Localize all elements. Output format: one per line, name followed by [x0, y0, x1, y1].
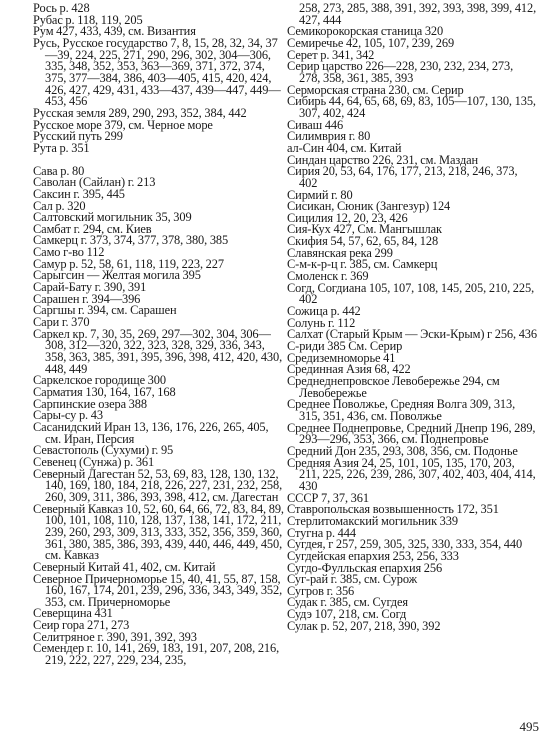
index-entry: Среднеднепровское Левобережье 294, см Левобережье: [287, 374, 500, 400]
index-entry: Силимврия г. 80: [287, 129, 371, 144]
index-entry: Сары-су р. 43: [33, 408, 103, 423]
index-entry: Судак г. 385, см. Сугдея: [287, 595, 409, 610]
index-entry: Само г-во 112: [33, 245, 105, 260]
index-entry: Саркелское городище 300: [33, 373, 166, 388]
index-entry: Серет р. 341, 342: [287, 47, 375, 62]
index-column-right: [287, 3, 537, 632]
index-entry: Сал р. 320: [33, 198, 86, 213]
index-entry: Сарматия 130, 164, 167, 168: [33, 385, 176, 399]
index-entry: Семикорокорская станица 320: [287, 24, 444, 39]
index-entry: Сиваш 446: [287, 117, 344, 132]
index-entry: Синдан царство 226, 231, см. Маздан: [287, 152, 479, 167]
index-entry: Суг-рай г. 385, см. Сурож: [287, 572, 418, 587]
index-entry: Северный Кавказ 10, 52, 60, 64, 66, 72, 83, 84, 89, 100, 101, 108, 110, 128, 137, 138, 141, 172, 211, 239, 260, 293, 309, 313, 333, 352, 356, 359, 360, 361, 380, 385, 386, 393, 439, 440, 446, 449, 450, см. Кавказ: [33, 501, 284, 563]
index-entry: Среднее Поднепровье, Средний Днепр 196, 289, 293—296, 353, 366, см. Поднепровье: [287, 420, 536, 447]
index-entry: СССР 7, 37, 361: [287, 490, 369, 505]
index-entry: Саволан (Сайлан) г. 213: [33, 175, 156, 190]
index-entry: Рум 427, 433, 439, см. Византия: [33, 24, 196, 39]
index-entry: Саркел кр. 7, 30, 35, 269, 297—302, 304, 306—308, 312—320, 322, 323, 328, 329, 336, 343, 358, 363, 385, 391, 395, 396, 398, 412, 420, 430, 448, 449: [33, 326, 283, 376]
index-entry: Средняя Азия 24, 25, 101, 105, 135, 170, 203, 211, 225, 226, 239, 286, 307, 402, 403, 404, 414, 430: [287, 455, 536, 493]
index-entry: Средиземноморье 41: [287, 350, 396, 365]
index-entry: Сарыгсин — Желтая могила 395: [33, 268, 201, 283]
index-entry: Согд, Согдиана 105, 107, 108, 145, 205, 210, 225, 402: [287, 280, 535, 307]
index-entry: Солунь г. 112: [287, 315, 356, 330]
index-entry: Сасанидский Иран 13, 136, 176, 226, 265, 405, см. Иран, Персия: [33, 419, 269, 446]
index-entry: Сия-Кух 427, См. Мангышлак: [287, 222, 442, 237]
index-entry: ал-Син 404, см. Китай: [287, 140, 402, 155]
index-entry: Русский путь 299: [33, 129, 123, 144]
index-entry: Сугров г. 356: [287, 583, 355, 598]
index-entry: Самкерц г. 373, 374, 377, 378, 380, 385: [33, 233, 229, 248]
index-entry: С-м-к-р-ц г. 385, см. Самкерц: [287, 257, 438, 272]
index-entry: Сицилия 12, 20, 23, 426: [287, 210, 408, 225]
index-entry: Сибирь 44, 64, 65, 68, 69, 83, 105—107, 130, 135, 307, 402, 424: [287, 94, 536, 120]
index-entry: Славянская река 299: [287, 245, 393, 260]
index-entry: Сирмий г. 80: [287, 187, 353, 202]
index-entry: Сожица р. 442: [287, 304, 361, 319]
index-entry: Салхат (Старый Крым — Эски-Крым) г 256, 436: [287, 327, 537, 342]
index-entry: Салтовский могильник 35, 309: [33, 210, 192, 225]
index-entry: Средний Дон 235, 293, 308, 356, см. Подонье: [287, 443, 518, 458]
index-entry: Русская земля 289, 290, 293, 352, 384, 442: [33, 105, 247, 120]
index-entry: Стерлитомакский могильник 339: [287, 513, 458, 528]
index-entry: Сугдея, г 257, 259, 305, 325, 330, 333, 354, 440: [287, 537, 523, 552]
index-entry: Севенец (Сунжа) р. 361: [33, 454, 155, 469]
index-entry: Севастополь (Сухуми) г. 95: [33, 443, 174, 458]
index-entry: Смоленск г. 369: [287, 269, 369, 284]
index-entry: Сулак р. 52, 207, 218, 390, 392: [287, 618, 441, 633]
index-entry: Среднее Поволжье, Средняя Волга 309, 313, 315, 351, 436, см. Поволжье: [287, 397, 516, 423]
index-entry: Судэ 107, 218, см. Согд: [287, 607, 407, 622]
index-entry: С-риди 385 См. Серир: [287, 339, 403, 354]
index-entry: Рубас р. 118, 119, 205: [33, 12, 143, 27]
index-entry: Стугна р. 444: [287, 525, 356, 540]
index-entry: Северный Дагестан 52, 53, 69, 83, 128, 130, 132, 140, 169, 180, 184, 218, 226, 227, 231, 232, 258, 260, 309, 311, 386, 393, 398, 412, см. Дагестан: [33, 466, 283, 504]
index-entry: Сугдо-Фулльская епархия 256: [287, 560, 443, 575]
index-entry: Рута р. 351: [33, 140, 90, 155]
index-entry: Сари г. 370: [33, 315, 90, 330]
index-entry: Ставропольская возвышенность 172, 351: [287, 502, 499, 517]
index-entry: Срединная Азия 68, 422: [287, 362, 411, 377]
index-entry: Сава р. 80: [33, 163, 85, 178]
index-entry: Сарай-Бату г. 390, 391: [33, 280, 147, 295]
index-entry: Сугдейская епархия 253, 256, 333: [287, 548, 459, 563]
index-entry: Серир царство 226—228, 230, 232, 234, 273, 278, 358, 361, 385, 393: [287, 59, 514, 85]
index-entry: Саргшы г. 394, см. Сарашен: [33, 303, 177, 318]
index-entry: Русь, Русское государство 7, 8, 15, 28, 32, 34, 37—39, 224, 225, 271, 290, 296, 302, 304—306, 335, 348, 352, 353, 363—369, 371, 372, 374, 375, 377—384, 386, 403—405, 415, 420, 424, 426, 427, 429, 431, 433—437, 439—447, 449—453, 456: [33, 35, 281, 109]
index-entry: Серморская страна 230, см. Серир: [287, 82, 464, 97]
page-number: 495: [519, 719, 539, 734]
index-entry: Самбат г. 294, см. Киев: [33, 221, 152, 236]
index-entry: Семендер г. 10, 141, 269, 183, 191, 207, 208, 216, 219, 222, 227, 229, 234, 235,: [33, 641, 280, 668]
index-entry: Саксин г. 395, 445: [33, 186, 125, 201]
index-entry: Русское море 379, см. Черное море: [33, 117, 213, 132]
index-entry: Северный Китай 41, 402, см. Китай: [33, 559, 216, 574]
index-entry: Сирия 20, 53, 64, 176, 177, 213, 218, 246, 373, 402: [287, 164, 518, 190]
index-entry: Семиречье 42, 105, 107, 239, 269: [287, 35, 455, 50]
index-entry: Селитряное г. 390, 391, 392, 393: [33, 629, 197, 644]
index-entry: Рось р. 428: [33, 1, 90, 15]
index-entry: Сисикан, Сюник (Зангезур) 124: [287, 199, 451, 214]
index-entry: Северщина 431: [33, 606, 113, 621]
index-entry: Сеир гора 271, 273: [33, 618, 130, 633]
index-entry: 258, 273, 285, 388, 391, 392, 393, 398, 399, 412, 427, 444: [299, 1, 537, 27]
index-entry: Скифия 54, 57, 62, 65, 84, 128: [287, 234, 439, 249]
index-entry: Сарпинские озера 388: [33, 396, 147, 411]
index-column-left: [33, 3, 285, 667]
index-entry: Северное Причерноморье 15, 40, 41, 55, 87, 158, 160, 167, 174, 201, 239, 296, 336, 343, 349, 352, 353, см. Причерноморье: [33, 571, 283, 609]
index-entry: Сарашен г. 394—396: [33, 291, 141, 306]
index-entry: Самур р. 52, 58, 61, 118, 119, 223, 227: [33, 256, 224, 271]
